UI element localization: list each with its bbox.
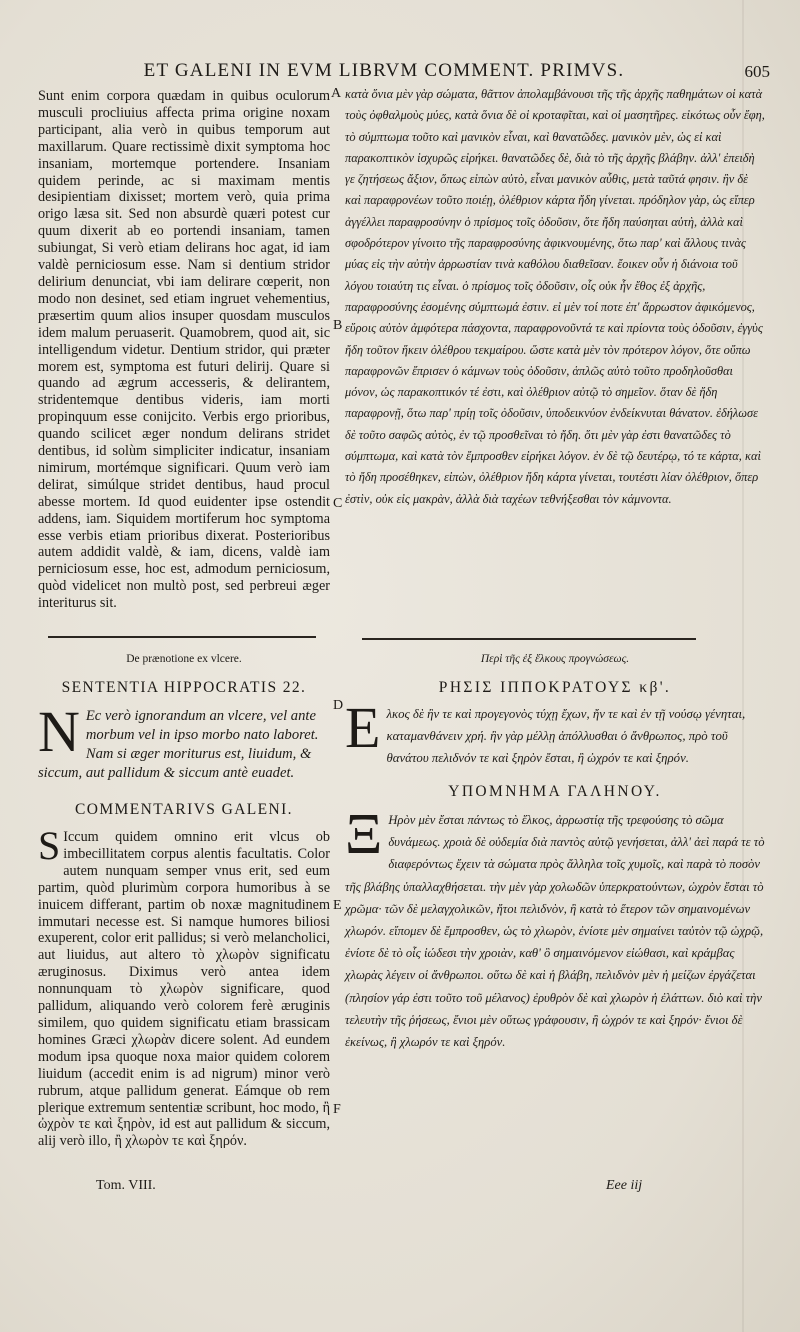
latin-lower-column: [38, 653, 330, 1150]
margin-letter-b: B: [333, 318, 343, 333]
commentary-initial: S: [38, 823, 61, 868]
greek-section-title: Περὶ τῆς ἐξ ἕλκους προγνώσεως.: [480, 653, 630, 665]
greek-upper-text: κατὰ ὅνια μὲν γὰρ σώματα, θᾶττον ἀπολαμβάνουσι τῆς τῆς ἀρχῆς παθημάτων οἱ κατὰ τοὺς ὀφθαλμοὺς μύες, κατὰ ὅνια δὲ οἱ κροταφῖται, καὶ οἱ μασητῆρες. εἰκότως οὖν ἔφη, τὸ σύμπτωμα τοῦτο καὶ μανικὸν εἶναι, καὶ θανατῶδες. μανικὸν μὲν, ὡς εἰ καὶ παρακοπτικὸν ἰσχυρῶς εἰρήκει. θανατῶδες δὲ, διὰ τὸ τῆς ἀρχῆς βλάβην. ἀλλ' ἐπειδὴ γε ζητήσεως ἄξιον, ὅπως εἰπὼν αὐτὸ, εἶναι μανικὸν αὖθις, μετὰ ταῦτά φησιν. ἢν δὲ καὶ παραφρονέων τοῦτο ποιέῃ, ὀλέθριον κάρτα ἤδη γίνεται. πρόδηλον γὰρ, ὡς εἴπερ ἀγγέλλει παραφροσύνην ὁ πρίσμος τοῖς ὀδοῦσιν, ὅτε ἤδη παύσηται αὐτὴ, ἀλλὰ καὶ σφοδρότερον γίνοιτο τῆς παραφροσύνης ἀφικνουμένης, ὅτω παρ' καὶ ἄλλους τινὰς μύας εἰς τὴν αὐτὴν ἀρρωστίαν τινὰ καθόλου διαθεῖσαν. ἔοικεν οὖν ἡ διάνοια τοῦ λόγου τοιαύτη τις εἶναι. ὁ πρίσμος τοῖς ὀδοῦσιν, οἷς οὐκ ἦν ἔθος ἐξ ἀρχῆς, παραφροσύνης ἐσομένης σύμπτωμά ἐστιν. εἰ μὲν τοί ποτε ἐπ' ἄρρωστον ἀφικόμενος, εὕροις αὐτὸν ἀμφότερα πάσχοντα, παραφρονοῦντά τε καὶ πρίοντα τοὺς ὀδοῦσιν, ἐγγὺς ἤδη τοῦτον ἥκειν ὀλέθρου τεκμαίρου. ὥστε κατὰ μὲν τὸν πρότερον λόγον, ὅτε οὔπω παραφρονῶν ἔπρισεν ὁ κάμνων τοὺς ὀδοῦσιν, ἁπλῶς αὐτὸ τοῦτο προδηλοῦσθαι μόνον, ὡς παρακοπτικόν τέ ἐστι, καὶ ὀλέθριον αὐτῷ τὸ σημεῖον. ὅταν δὲ ἤδη παραφρονῇ, ὅτω παρ' πρίῃ τοῖς ὀδοῦσιν, ὑποδεικνύον ἐνδείκνυται θάνατον. ἐδήλωσε δὲ τοῦτο σαφῶς αὐτὸς, ἐν τῷ προσθεῖναι τὸ ἤδη. ὅτι μὲν γὰρ ἐστι θανατῶδες τὸ σύμπτωμα, καὶ κατὰ τὸν ἔμπροσθεν εἰρήκει λόγον. ἐν δὲ τῷ δευτέρῳ, τό τε κάρτα, καὶ τὸ ἤδη προσέθηκεν, εἰπὼν, ὀλέθριον ἤδη κάρτα γίνεται, τουτέστι λίαν ὀλέθριον, ὅπερ ἐστὶν, οὐκ εἰς μακρὰν, ἀλλὰ διὰ ταχέων τεθνήξεσθαι τὸν κάμνοντα.: [345, 87, 765, 506]
signature-mark: Eee iij: [606, 1178, 643, 1193]
rhesis-initial: Ε: [345, 695, 381, 760]
hypomnema-text: Ηρὸν μὲν ἔσται πάντως τὸ ἕλκος, ἀρρωστίᾳ τῆς τρεφούσης τὸ σῶμα δυνάμεως. χροιὰ δὲ οὐδεμία διὰ παντὸς αὐτῷ γενήσεται, ἀλλ' ἀεὶ παρά τε τὸ διαφερόντως ἔχειν τὰ σώματα πρὸς ἄλληλα τοῖς χυμοῖς, καὶ παρὰ τὸ ποσὸν τῆς βλάβης ὑπαλλαχθήσεται. τὴν μὲν γὰρ χολωδῶν ὑπερκρατούντων, ὠχρὸν ἔσται τὸ χρῶμα· τῶν δὲ μελαγχολικῶν, ἤτοι πελιδνὸν, ἢ κατὰ τὸ ἕτερον τῶν σημαινομένων χλωρόν. εἴπομεν δὲ ἔμπροσθεν, ὡς τὸ χλωρὸν, ἐνίοτε μὲν σημαίνει ταὐτὸν τῷ ὠχρῷ, ἐνίοτε δὲ τὸ οἷς ἰώδεσι τὴν χροιὰν, καθ' ὃ σημαινόμενον εἰώθασι, καὶ κράμβας χλωρὰς λέγειν οἱ ἄνθρωποι. οὕτω δὲ καὶ ἡ βλάβη, πελιδνὸν μὲν ἡ μείζων ἐργάζεται (πλησίον γάρ ἐστι τοῦτο τοῦ μέλανος) ἐρυθρὸν δὲ καὶ χλωρὸν ἡ ἐλάττων. διὸ καὶ τὴν τελευτὴν τῆς ῥήσεως, ἔνιοι μὲν οὕτως γράφουσιν, ἢ ὠχρόν τε καὶ ξηρόν· ἔνιοι δὲ ἐκείνως, ἢ χλωρόν τε καὶ ξηρόν.: [345, 813, 765, 1050]
hypomnema-heading: ΥΠΟΜΝΗΜΑ ΓΑΛΗΝΟΥ.: [448, 783, 662, 800]
aphorism-initial: N: [38, 699, 80, 764]
rhesis-block: [345, 695, 765, 769]
rhesis-text: λκος δὲ ἢν τε καὶ προγεγονὸς τύχῃ ἔχων, ἤν τε καὶ ἐν τῇ νούσῳ γένηται, καταμανθάνειν χρή. ἢν γὰρ μέλλῃ ἀπόλλυσθαι ὁ ἄνθρωπος, πρὸ τοῦ θανάτου πελιδνόν τε καὶ ξηρὸν ἔσται, ἢ ὠχρόν τε καὶ ξηρόν.: [386, 707, 746, 765]
latin-upper-text: Sunt enim corpora quædam in quibus oculorum musculi procliuius affecta prima origine noxam participant, alia verò in quibus temporum aut maxillarum. Quare rectissimè dixit symptoma hoc insaniam, mortemque portendere. Insaniam quidem perinde, ac si maximam mentis desipientiam dixisset; mortem verò, quia prima origo læsa sit. Sed non absurdè quæri potest cur quum dixerit ab eo portendi insaniam, tamen subiungat, Si verò etiam delirans hoc agat, id iam valdè perniciosum esse. Nam si dentium stridor delirium denunciat, vbi iam delirare cœperit, non modo non desinet, sed etiam ingruet vehementius, præsertim quum alios insuper quosdam musculos idem malum peruaserit. Quamobrem, quod ait, sic intelligendum videtur. Dentium stridor, qui præter morem est, symptoma est futuri delirij. Quare si quando ad ægrum accesseris, & delirantem, stridentemque dentibus videris, iam morti propinquum esse conijcito. Verbis ergo prioribus, quando scilicet æger nondum delirans stridet dentibus, id solùm simpliciter indicatur, insaniam nimirum, mortémque significari. Quum verò iam delirat, simúlque stridet dentibus, haud procul abesse mortem. Id quod euidenter ipse ostendit addens, iam. Siquidem mortiferum hoc symptoma esse verbis etiam prioribus dixerat. Posterioribus autem addidit valdè, & iam, dicens, valdè iam perniciosum esse, hoc est, admodum perniciosum, quòd videlicet non multò post, sed perbreui æger interiturus sit.: [38, 88, 330, 612]
latin-upper-column: [38, 88, 330, 612]
hypomnema-block: [345, 801, 765, 1053]
margin-letter-a: A: [331, 86, 342, 101]
commentary-block: [38, 823, 330, 1150]
volume-label: Tom. VIII.: [96, 1178, 156, 1193]
margin-letter-f: F: [333, 1102, 341, 1117]
greek-divider: [362, 638, 696, 640]
sententia-heading: SENTENTIA HIPPOCRATIS 22.: [61, 679, 307, 696]
commentary-heading: COMMENTARIVS GALENI.: [75, 801, 293, 818]
greek-upper-column: [345, 84, 765, 510]
aphorism-block: [38, 699, 330, 783]
greek-lower-column: [345, 653, 765, 1053]
running-title: ET GALENI IN EVM LIBRVM COMMENT. PRIMVS.: [143, 60, 625, 81]
latin-divider: [48, 636, 316, 638]
aphorism-text: Ec verò ignorandum an vlcere, vel ante morbum vel in ipso morbo nato laboret. Nam si æger moriturus est, liuidum, & siccum, aut pallidum & siccum antè euadet.: [38, 708, 319, 781]
hypomnema-initial: Ξ: [345, 801, 383, 866]
latin-section-title: De prænotione ex vlcere.: [126, 653, 242, 665]
commentary-text: Iccum quidem omnino erit vlcus ob imbecillitatem corpus alentis facultatis. Color autem nunquam semper vnus erit, sed eum partim, quòd plurimùm corpora humoribus à se inuicem differant, partim ob noxæ magnitudinem immutari necesse est. Si namque humores biliosi exuperent, color erit pallidus; si verò melancholici, aut liuidus, aut altero τὸ χλωρὸν significatu æruginosus. Diximus verò antea idem nonnunquam τὸ χλωρὸν significare, quod pallidum, aliquando verò colorem ferè æruginis similem, quo quidem significatu etiam brassicam homines Græci χλωρὰν dicere solent. Ad eundem modum ipsa quoque noxa maior quidem colorem liuidum (accedit enim is ad nigrum) minor verò rubrum, atque pallidum generat. Eámque ob rem plerique extremum sententiæ scribunt, hoc modo, ἢ ὠχρὸν τε καὶ ξηρὸν, id est aut pallidum & siccum, alij verò illo, ἢ χλωρὸν τε καὶ ξηρόν.: [38, 829, 330, 1150]
page-number: 605: [744, 62, 770, 81]
margin-letter-d: D: [333, 698, 344, 713]
margin-letter-e: E: [333, 898, 342, 913]
margin-letter-c: C: [333, 496, 343, 511]
rhesis-heading: ΡΗΣΙΣ ΙΠΠΟΚΡΑΤΟΥΣ κβ'.: [438, 679, 672, 696]
